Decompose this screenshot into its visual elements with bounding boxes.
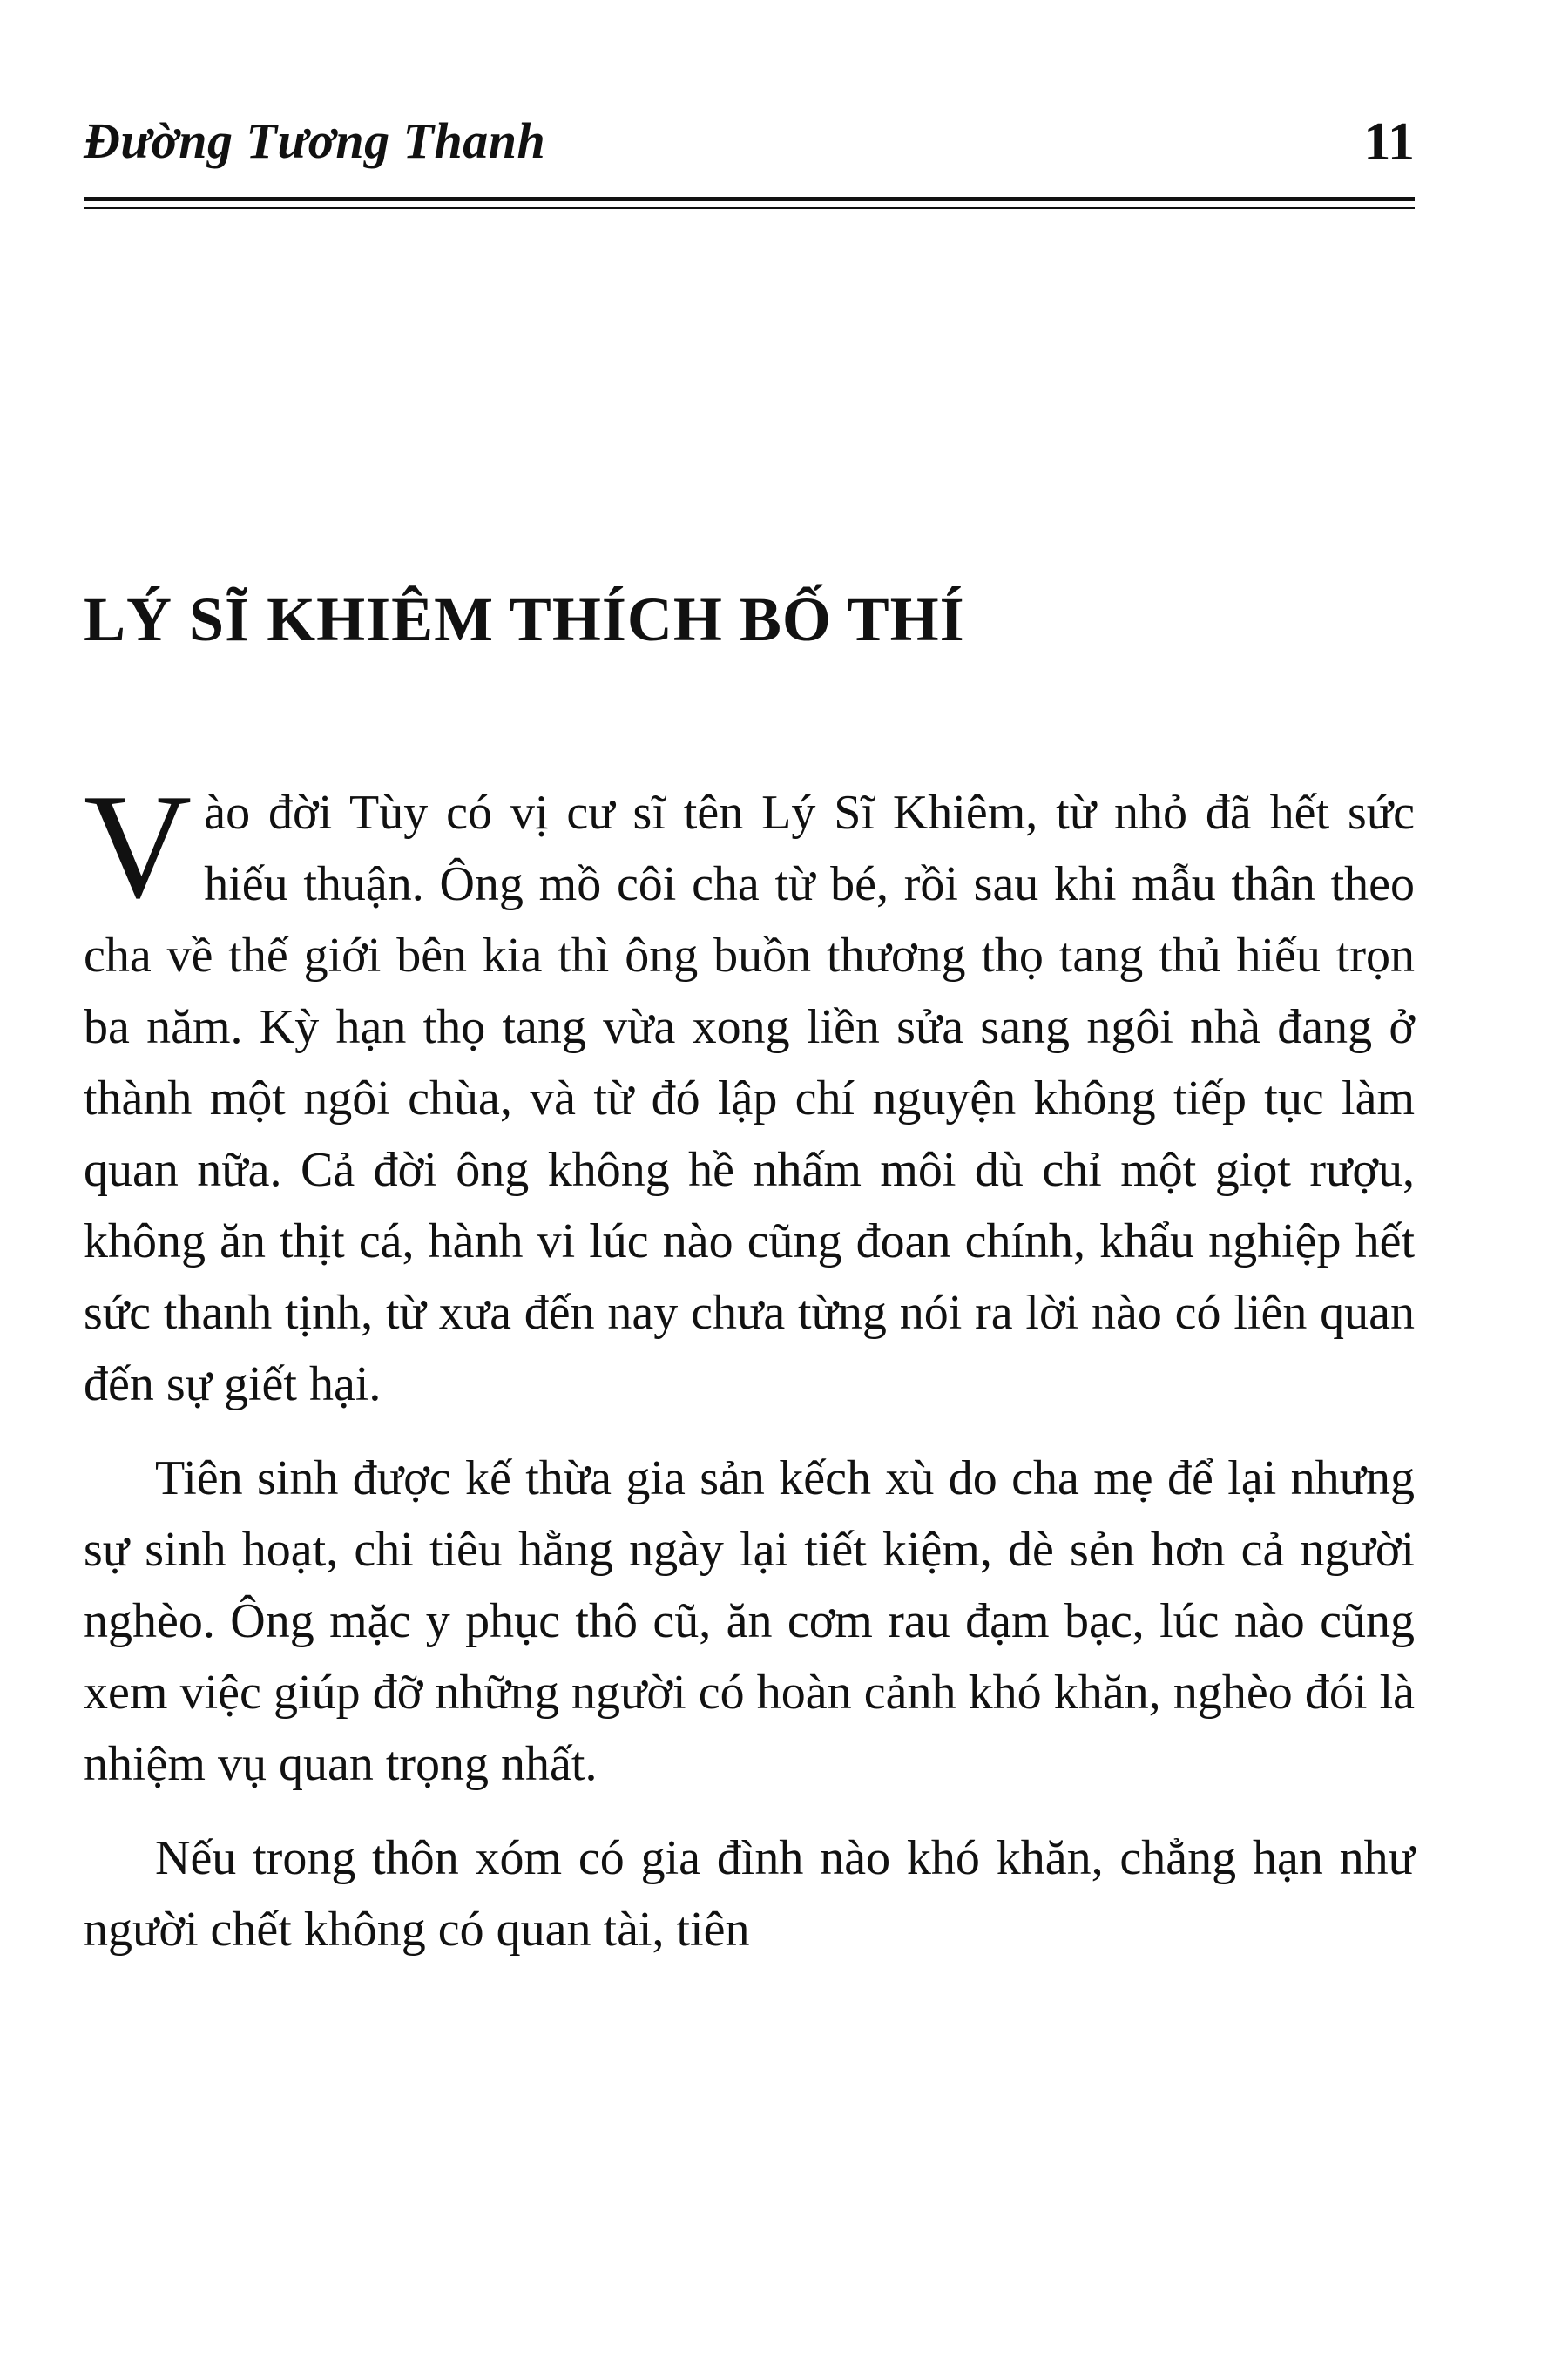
header-author: Đường Tương Thanh (84, 112, 546, 169)
paragraph-1 (84, 764, 1415, 1420)
paragraph-3: Nếu trong thôn xóm có gia đình nào khó khăn, chẳng hạn như người chết không có quan tài, tiên (84, 1831, 1415, 1957)
paragraph-2: Tiên sinh được kế thừa gia sản kếch xù do cha mẹ để lại nhưng sự sinh hoạt, chi tiêu hằng ngày lại tiết kiệm, dè sẻn hơn cả người nghèo. Ông mặc y phục thô cũ, ăn cơm rau đạm bạc, lúc nào cũng xem việc giúp đỡ những người có hoàn cảnh khó khăn, nghèo đói là nhiệm vụ quan trọng nhất. (84, 1451, 1415, 1791)
running-header (84, 112, 1415, 181)
body-text (84, 764, 1415, 1965)
chapter-title: LÝ SĨ KHIÊM THÍCH BỐ THÍ (84, 585, 965, 654)
drop-cap: V (84, 764, 193, 930)
page-number: 11 (1363, 112, 1415, 172)
paragraph-1-text: ào đời Tùy có vị cư sĩ tên Lý Sĩ Khiêm, từ nhỏ đã hết sức hiếu thuận. Ông mồ côi cha từ bé, rồi sau khi mẫu thân theo cha về thế giới bên kia thì ông buồn thương thọ tang thủ hiếu trọn ba năm. Kỳ hạn thọ tang vừa xong liền sửa sang ngôi nhà đang ở thành một ngôi chùa, và từ đó lập chí nguyện không tiếp tục làm quan nữa. Cả đời ông không hề nhấm môi dù chỉ một giọt rượu, không ăn thịt cá, hành vi lúc nào cũng đoan chính, khẩu nghiệp hết sức thanh tịnh, từ xưa đến nay chưa từng nói ra lời nào có liên quan đến sự giết hại. (84, 786, 1415, 1411)
header-rule-thick (84, 197, 1415, 201)
header-rule-thin (84, 207, 1415, 209)
